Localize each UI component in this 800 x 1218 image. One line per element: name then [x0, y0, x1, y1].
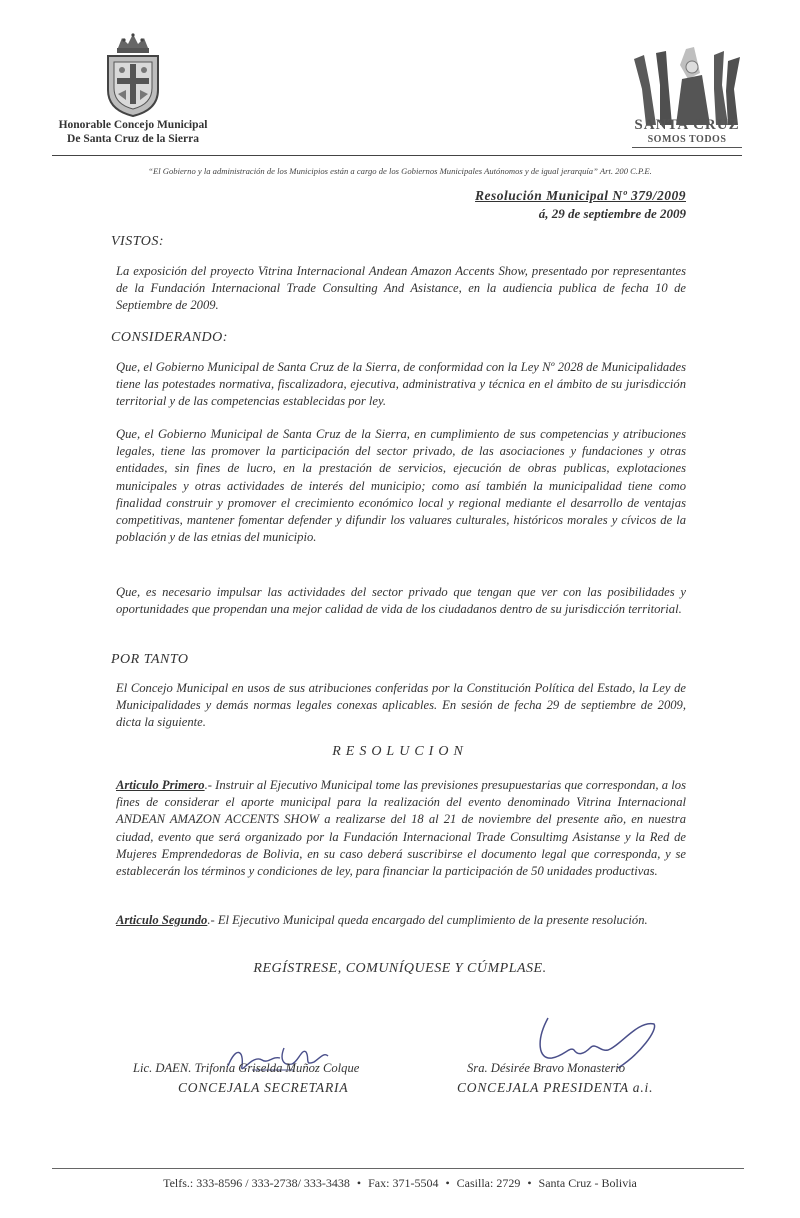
footer-city: Santa Cruz - Bolivia [538, 1176, 637, 1190]
por-tanto-text: El Concejo Municipal en usos de sus atribuciones conferidas por la Constitución Política del Estado, la Ley de Municipalidades y demás normas legales conexas aplicables. En sesión de fecha 29 de septiembre de 2009, dicta la siguiente. [116, 681, 686, 730]
council-name-line2: De Santa Cruz de la Sierra [67, 133, 199, 145]
bullet-icon: • [356, 1176, 362, 1190]
footer-divider [52, 1168, 744, 1169]
resolucion-title: RESOLUCION [332, 744, 468, 759]
president-role: CONCEJALA PRESIDENTA a.i. [457, 1080, 654, 1095]
president-name: Sra. Désirée Bravo Monasterio [467, 1061, 626, 1075]
article-second-text: .- El Ejecutivo Municipal queda encargado del cumplimiento de la presente resolución. [207, 913, 648, 927]
article-second-label: Articulo Segundo [116, 913, 208, 927]
brand-motto: SOMOS TODOS [632, 133, 742, 148]
footer-phones: Telfs.: 333-8596 / 333-2738/ 333-3438 [163, 1176, 350, 1190]
brand-title: SANTA CRUZ [634, 117, 740, 133]
closing-formula: REGÍSTRESE, COMUNÍQUESE Y CÚMPLASE. [253, 961, 547, 976]
council-name [0, 118, 266, 146]
vistos-text: La exposición del proyecto Vitrina Internacional Andean Amazon Accents Show, presentado por representantes de la Fundación Internacional Trade Consulting And Asistance, en la audiencia publica de fecha 10 de Septiembre de 2009. [116, 264, 686, 313]
footer-box: Casilla: 2729 [456, 1176, 521, 1190]
bullet-icon: • [445, 1176, 450, 1190]
considerando-heading: CONSIDERANDO: [111, 330, 228, 345]
footer-fax: Fax: 371-5504 [368, 1176, 439, 1190]
constitution-quote: “El Gobierno y la administración de los Municipios están a cargo de los Gobiernos Municipales Autónomos y de igual jerarquía” Art. 200 C.P.E. [148, 166, 652, 176]
resolution-number: Resolución Municipal Nº 379/2009 [475, 188, 686, 203]
vistos-heading: VISTOS: [111, 234, 165, 249]
article-second [116, 912, 686, 929]
santa-cruz-brand [632, 117, 742, 148]
santa-cruz-figures-logo-icon [628, 45, 746, 125]
article-first [116, 777, 686, 880]
considerando-paragraph-3: Que, es necesario impulsar las actividades del sector privado que tengan que ver con las posibilidades y oportunidades que propendan una mejor calidad de vida de los ciudadanos dentro de su jurisdicción territorial. [116, 585, 686, 617]
bullet-icon: • [527, 1176, 532, 1190]
council-name-line1: Honorable Concejo Municipal [58, 119, 208, 131]
por-tanto-heading: POR TANTO [111, 652, 189, 667]
article-first-label: Articulo Primero [116, 778, 205, 792]
resolution-date: á, 29 de septiembre de 2009 [538, 206, 686, 221]
secretary-name: Lic. DAEN. Trifonia Griselda Muñoz Colque [133, 1061, 360, 1075]
considerando-paragraph-1: Que, el Gobierno Municipal de Santa Cruz de la Sierra, de conformidad con la Ley Nº 2028 de Municipalidades tiene las potestades normativa, fiscalizadora, ejecutiva, administrativa y técnica en el ámbito de su jurisdicción territorial y de las competencias establecidas por ley. [116, 360, 686, 409]
article-first-text: .- Instruir al Ejecutivo Municipal tome las previsiones presupuestarias que correspondan, a los fines de considerar el aporte municipal para la realización del evento denominado Vitrina Internacional ANDEAN AMAZON ACCENTS SHOW a realizarse del 18 al 21 de noviembre del presente año, en nuestra ciudad, evento que será organizado por la Fundación Internacional Trade Consultimg Asistanse y la Red de Mujeres Emprendedoras de Bolivia, en su caso deberá suscribirse el documento legal que corresponda, y se establecerán los términos y condiciones de ley, para financiar la participación de 50 unidades productivas. [116, 778, 686, 879]
municipal-coat-of-arms-icon [104, 30, 162, 118]
header-divider [52, 155, 742, 156]
footer-contact [0, 1176, 800, 1191]
secretary-role: CONCEJALA SECRETARIA [178, 1080, 349, 1095]
considerando-paragraph-2: Que, el Gobierno Municipal de Santa Cruz de la Sierra, en cumplimiento de sus competencias y atribuciones legales, tiene las promover la participación del sector privado, de las asociaciones y fundaciones y otras entidades, sin fines de lucro, en la prestación de servicios, ejecución de obras publicas, explotaciones municipales y otras actividades de interés del municipio; como así también la municipalidad tiene como finalidad construir y promover el crecimiento económico local y regional mediante el desarrollo de ventajas competitivas, mantener fomentar defender y difundir los valuares culturales, históricos morales y cívicos de la población y de las etnias del municipio. [116, 427, 686, 545]
